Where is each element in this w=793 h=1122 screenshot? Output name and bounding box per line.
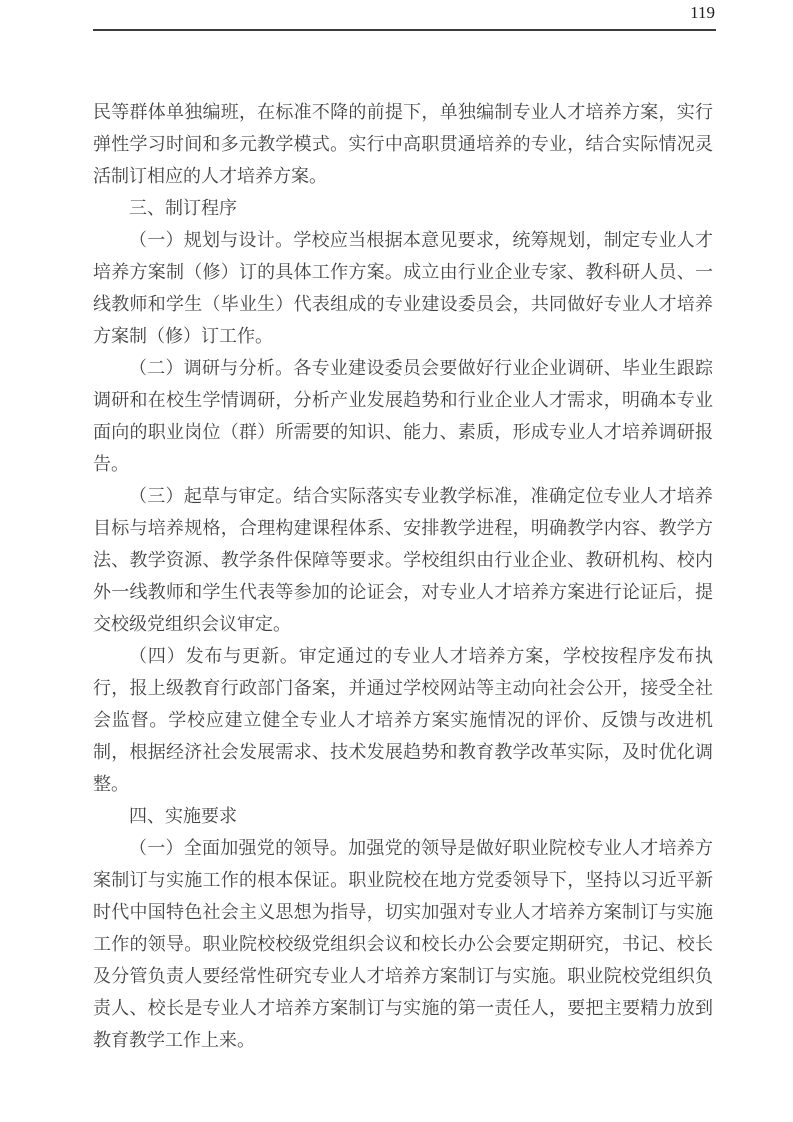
document-body (93, 96, 713, 1056)
paragraph-party-leadership: （一）全面加强党的领导。加强党的领导是做好职业院校专业人才培养方案制订与实施工作的根本保证。职业院校在地方党委领导下，坚持以习近平新时代中国特色社会主义思想为指导，切实加强对专业人才培养方案制订与实施工作的领导。职业院校校级党组织会议和校长办公会要定期研究，书记、校长及分管负责人要经常性研究专业人才培养方案制订与实施。职业院校党组织负责人、校长是专业人才培养方案制订与实施的第一责任人，要把主要精力放到教育教学工作上来。 (93, 838, 713, 1050)
paragraph-research-analysis: （二）调研与分析。各专业建设委员会要做好行业企业调研、毕业生跟踪调研和在校生学情调研，分析产业发展趋势和行业企业人才需求，明确本专业面向的职业岗位（群）所需要的知识、能力、素质，形成专业人才培养调研报告。 (93, 358, 713, 474)
section-heading-procedures: 三、制订程序 (129, 198, 237, 218)
section-heading-implementation: 四、实施要求 (129, 806, 237, 826)
header-rule (93, 29, 716, 31)
paragraph-publish-update: （四）发布与更新。审定通过的专业人才培养方案，学校按程序发布执行，报上级教育行政部门备案，并通过学校网站等主动向社会公开，接受全社会监督。学校应建立健全专业人才培养方案实施情况的评价、反馈与改进机制，根据经济社会发展需求、技术发展趋势和教育教学改革实际，及时优化调整。 (93, 646, 713, 794)
paragraph-continued-from-previous-page: 民等群体单独编班，在标准不降的前提下，单独编制专业人才培养方案，实行弹性学习时间和多元教学模式。实行中高职贯通培养的专业，结合实际情况灵活制订相应的人才培养方案。 (93, 102, 713, 186)
page-header (93, 0, 716, 31)
page-number: 119 (690, 3, 715, 22)
paragraph-drafting-approval: （三）起草与审定。结合实际落实专业教学标准，准确定位专业人才培养目标与培养规格，合理构建课程体系、安排教学进程，明确教学内容、教学方法、教学资源、教学条件保障等要求。学校组织由行业企业、教研机构、校内外一线教师和学生代表等参加的论证会，对专业人才培养方案进行论证后，提交校级党组织会议审定。 (93, 486, 713, 634)
paragraph-planning-design: （一）规划与设计。学校应当根据本意见要求，统筹规划，制定专业人才培养方案制（修）订的具体工作方案。成立由行业企业专家、教科研人员、一线教师和学生（毕业生）代表组成的专业建设委员会，共同做好专业人才培养方案制（修）订工作。 (93, 230, 713, 346)
